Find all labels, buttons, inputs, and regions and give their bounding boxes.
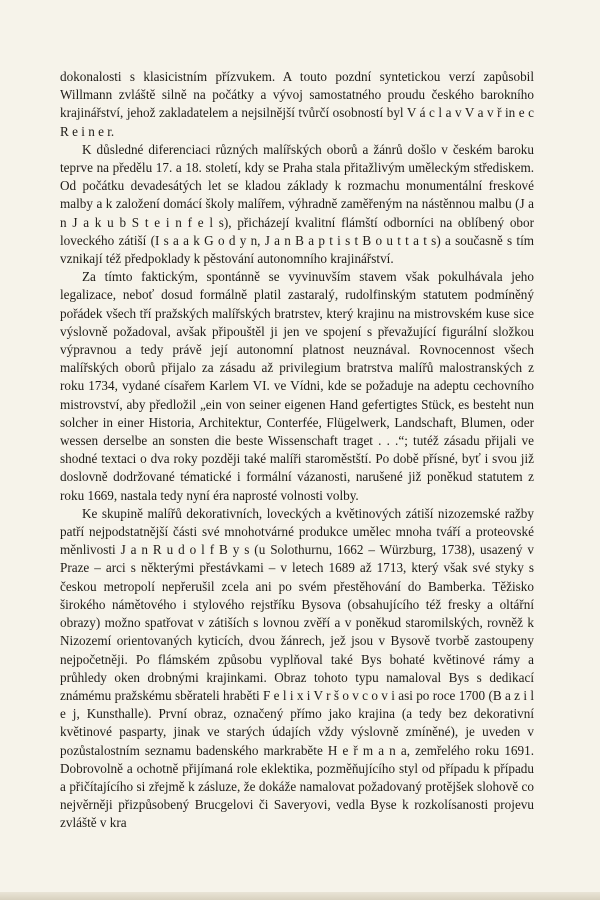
paragraph-2: K důsledné diferenciaci různých malířských oborů a žánrů došlo v českém baroku teprve na předělu 17. a 18. století, kdy se Praha stala přitažlivým uměleckým střediskem. Od počátku devadesátých let se kladou základy k rozmachu monumentální freskové malby a k založení domácí školy malířem, výhradně zaměřeným na nástěnnou malbu (J a n J a k u b S t e i n f e l s), přicházejí kvalitní flámští odborníci na oblíbený obor loveckého zátiší (I s a a k G o d y n, J a n B a p t i s t B o u t t a t s) a současně s tím vznikají též předpoklady k pěstování autonomního krajinářství. <box>60 141 534 267</box>
paragraph-3: Za tímto faktickým, spontánně se vyvinuvším stavem však pokulhávala jeho legalizace, neboť dosud formálně platil zastaralý, rudolfinským statutem podmíněný pořádek všech tří pražských malířských bratrstev, který krajinu na mistrovském kuse sice výslovně požadoval, avšak připouštěl ji jen ve spojení s převažující figurální složkou výpravnou a tedy právě její autonomní platnost neuznával. Rovnocennost všech malířských oborů přijalo za zásadu až privilegium bratrstva malířů malostranských z roku 1734, vydané císařem Karlem VI. ve Vídni, kde se požaduje na adeptu cechovního mistrovství, aby předložil „ein von seiner eigenen Hand gefertigtes Stück, es besteht nun solcher in einer Historia, Architektur, Conterfée, Flügelwerk, Landschaft, Blumen, oder wessen derselbe an sonsten die beste Wissenschaft traget . . .“; tutéž zásadu přijali ve shodné textaci o dva roky později také malíři staroměstští. Po době přísné, byť i svou již doslovně dodržované tématické i formální vázanosti, narušené již poněkud statutem z roku 1669, nastala tedy nyní éra naprosté volnosti volby. <box>60 269 534 503</box>
paragraph-4: Ke skupině malířů dekorativních, loveckých a květinových zátiší nizozemské ražby patří nejpodstatnější části své mnohotvárné produkce umělec mnoha tváří a proteovské měnlivosti J a n R u d o l f B y s (u Solothurnu, 1662 – Würzburg, 1738), usazený v Praze – arci s některými přestávkami – v letech 1689 až 1713, který však své styky s českou metropolí nepřerušil zcela ani po svém přestěhování do Bamberka. Těžisko širokého námětového i stylového rejstříku Bysova (obsahujícího též fresky a oltářní obrazy) možno spatřovat v zátiších s lovnou zvěří a v poněkud staromilských, rovněž k Nizozemí orientovaných kyticích, dvou žánrech, jež jsou v Bysově tvorbě zastoupeny nejpočetněji. Po flámském způsobu vyplňoval také Bys bohaté květinové rámy a průhledy oken drobnými krajinkami. Obraz tohoto typu namaloval Bys s dedikací známému pražskému sběrateli hraběti F e l i x i V r š o v c o v i asi po roce 1700 (B a z i l e j, Kunsthalle). První obraz, označený přímo jako krajina (a tedy bez dekorativní květinové pasparty, jinak ve starých údajích vždy výslovně zmíněné), je uveden v pozůstalostním seznamu badenského markraběte H e ř m a n a, zemřelého roku 1691. Dobrovolně a ochotně přijímaná role eklektika, pozměňujícího styl od případu k případu a přičítajícího si zřejmě k zásluze, že dokáže namalovat požadovaný protějšek slohově co nejvěrněji přizpůsobený Brucgelovi či Saveryovi, vedla Byse k rozkolísanosti projevu zvláště v kra <box>60 505 534 831</box>
paragraph-1: dokonalosti s klasicistním přízvukem. A touto pozdní syntetickou verzí zapůsobil Willmann zvláště silně na počátky a vývoj samostatného proudu českého barokního krajinářství, jehož zakladatelem a nejsilnější tvůrčí osobností byl V á c l a v V a v ř in e c R e i n e r. <box>60 69 534 139</box>
